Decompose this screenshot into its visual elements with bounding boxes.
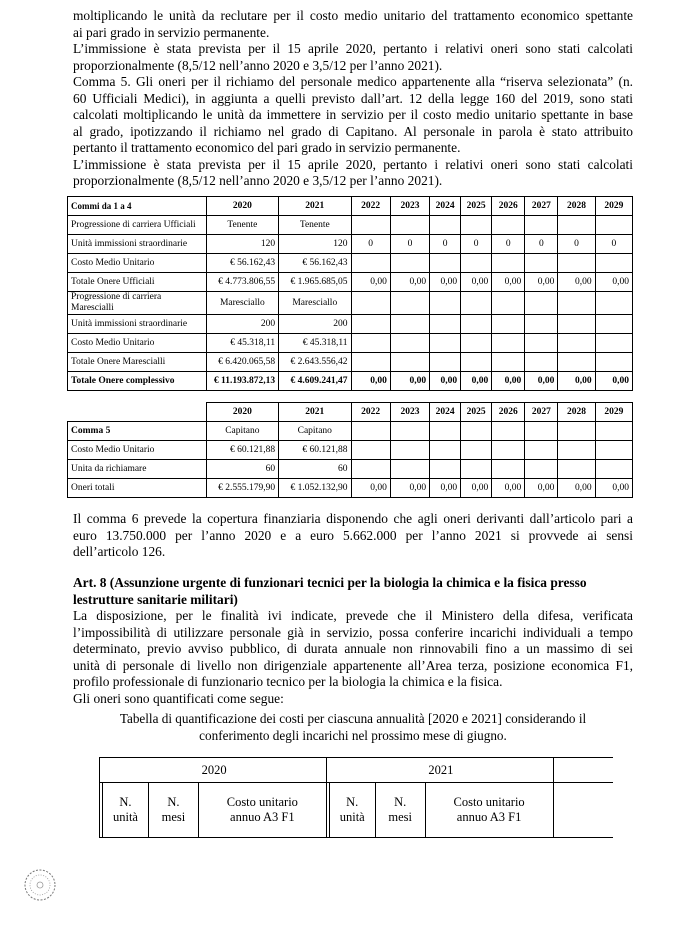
table-cell: [595, 216, 632, 235]
table-cell: [558, 422, 595, 441]
table-cell: 200: [279, 315, 351, 334]
caption-line: conferimento degli incarichi nel prossimo mese di giugno.: [199, 728, 507, 743]
table-cell: [351, 292, 390, 315]
table-cell: [351, 460, 390, 479]
table-cell: [558, 353, 595, 372]
table-cell: 120: [206, 235, 278, 254]
table-cell: [525, 292, 558, 315]
row-label: Unita da richiamare: [68, 460, 207, 479]
text-line: calcolati moltiplicando le unità da immettere in servizio per il costo medio unitario spettante in base: [73, 107, 633, 122]
table-header-cell: 2025: [461, 197, 492, 216]
table-header-cell: 2025: [461, 403, 492, 422]
table-cell: € 2.643.556,42: [279, 353, 351, 372]
table-cell: [461, 353, 492, 372]
table-cell: Maresciallo: [206, 292, 278, 315]
table-cell: [351, 334, 390, 353]
table-header-cell: [68, 403, 207, 422]
text-line: proporzionalmente (8,5/12 nell’anno 2020 e 3,5/12 per l’anno 2021).: [73, 57, 443, 73]
art-8-body: [73, 608, 633, 707]
table-cell: € 45.318,11: [279, 334, 351, 353]
table-header-cell: 2029: [595, 403, 632, 422]
table-cell: [461, 315, 492, 334]
table-cell: [430, 315, 461, 334]
text-line: Comma 5. Gli oneri per il richiamo del personale medico appartenente alla “riserva selezionata” (n.: [73, 74, 633, 89]
text-line: 60 Ufficiali Medici), in aggiunta a quelli previsto dall’art. 12 della legge 160 del 2019, sono stati: [73, 90, 633, 106]
table-cell: [558, 460, 595, 479]
row-label: Costo Medio Unitario: [68, 441, 207, 460]
row-label: Costo Medio Unitario: [68, 254, 207, 273]
table-cell: [492, 254, 525, 273]
table-row: [68, 372, 633, 391]
table-cell: 0,00: [461, 479, 492, 498]
table-row: [68, 254, 633, 273]
table-cell: 0,00: [525, 372, 558, 391]
table-quantificazione: [99, 757, 613, 838]
table-cell: [351, 315, 390, 334]
table-header-cell: 2027: [525, 197, 558, 216]
table-header-cell: 2020: [206, 403, 278, 422]
table-cell: [595, 315, 632, 334]
row-label: Progressione di carriera Marescialli: [68, 292, 207, 315]
table-row: [68, 216, 633, 235]
table-cell: 0: [351, 235, 390, 254]
table-cell: [595, 353, 632, 372]
table-cell: [390, 334, 429, 353]
table-cell: € 60.121,88: [206, 441, 278, 460]
table-header-cell: 2021: [279, 197, 351, 216]
table-cell: € 45.318,11: [206, 334, 278, 353]
table-cell: 0: [595, 235, 632, 254]
table-cell: [430, 422, 461, 441]
table-row: [68, 292, 633, 315]
table-cell: [351, 422, 390, 441]
table-cell: [558, 315, 595, 334]
table-cell: 0,00: [525, 273, 558, 292]
table-cell: [525, 353, 558, 372]
table-cell: [390, 441, 429, 460]
text-line: Gli oneri sono quantificati come segue:: [73, 690, 284, 706]
table-header-cell: 2022: [351, 197, 390, 216]
table-cell: [595, 292, 632, 315]
table-cell: 0,00: [351, 372, 390, 391]
table-row: [68, 422, 633, 441]
table-cell: [461, 216, 492, 235]
table-cell: 120: [279, 235, 351, 254]
table-header-cell: 2027: [525, 403, 558, 422]
t3-year-2020: 2020: [102, 758, 326, 783]
table-header-cell: 2024: [430, 197, 461, 216]
table-cell: 0,00: [492, 372, 525, 391]
table-cell: 0: [525, 235, 558, 254]
table-commi-1-4: [67, 196, 633, 391]
table-header-cell: 2026: [492, 197, 525, 216]
table-cell: 0,00: [558, 372, 595, 391]
t3-units-b: N. unità: [329, 783, 375, 838]
table-cell: [558, 292, 595, 315]
table-header-cell: 2022: [351, 403, 390, 422]
table-cell: [595, 422, 632, 441]
table-cell: € 4.773.806,55: [206, 273, 278, 292]
table-cell: 0,00: [351, 479, 390, 498]
table-cell: 0,00: [390, 372, 429, 391]
table-header-cell: 2021: [279, 403, 351, 422]
text-line: ai pari grado in servizio permanente.: [73, 24, 270, 40]
t3-cost-a: Costo unitario annuo A3 F1: [198, 783, 326, 838]
t3-year-2021: 2021: [329, 758, 553, 783]
table-cell: 0,00: [390, 479, 429, 498]
table-cell: Capitano: [206, 422, 278, 441]
table-cell: [430, 334, 461, 353]
table-cell: Capitano: [279, 422, 351, 441]
row-label: Progressione di carriera Ufficiali: [68, 216, 207, 235]
table-cell: 60: [206, 460, 278, 479]
t3-months-a: N. mesi: [148, 783, 198, 838]
text-line: L’immissione è stata prevista per il 15 aprile 2020, pertanto i relativi oneri sono stati calcolati: [73, 156, 633, 172]
table-row: [68, 460, 633, 479]
table-cell: [430, 460, 461, 479]
table-cell: 0,00: [525, 479, 558, 498]
table-cell: [525, 441, 558, 460]
text-line: Il comma 6 prevede la copertura finanziaria disponendo che agli oneri derivanti dall’articolo pari a: [73, 511, 633, 526]
table-cell: [461, 422, 492, 441]
table-cell: [461, 441, 492, 460]
row-label: Oneri totali: [68, 479, 207, 498]
row-label: Unità immissioni straordinarie: [68, 315, 207, 334]
table-header-cell: 2028: [558, 403, 595, 422]
t3-cost-b: Costo unitario annuo A3 F1: [425, 783, 553, 838]
table-cell: [461, 254, 492, 273]
table-cell: € 2.555.179,90: [206, 479, 278, 498]
table-cell: 0: [558, 235, 595, 254]
row-label: Totale Onere complessivo: [68, 372, 207, 391]
t3-units-a: N. unità: [102, 783, 148, 838]
table-cell: 0,00: [390, 273, 429, 292]
table-cell: € 4.609.241,47: [279, 372, 351, 391]
table-cell: 0: [390, 235, 429, 254]
table-cell: [492, 292, 525, 315]
text-line: l’impossibilità di utilizzare personale già in servizio, possa conferire incarichi individuali a tempo: [73, 624, 633, 640]
table-cell: [492, 216, 525, 235]
table-cell: [390, 460, 429, 479]
table-row: [68, 273, 633, 292]
text-line: L’immissione è stata prevista per il 15 aprile 2020, pertanto i relativi oneri sono stati calcolati: [73, 41, 633, 56]
table-cell: 0,00: [595, 372, 632, 391]
table-header-cell: 2023: [390, 403, 429, 422]
table-cell: 200: [206, 315, 278, 334]
table-cell: [461, 460, 492, 479]
table-cell: 0,00: [430, 372, 461, 391]
table-cell: [492, 334, 525, 353]
table-cell: 0,00: [558, 479, 595, 498]
row-label: Unità immissioni straordinarie: [68, 235, 207, 254]
table-cell: [351, 216, 390, 235]
table-cell: [595, 254, 632, 273]
text-line: proporzionalmente (8,5/12 nell’anno 2020 e 3,5/12 per l’anno 2021).: [73, 173, 443, 188]
table-cell: € 1.052.132,90: [279, 479, 351, 498]
text-line: unità di personale di livello non dirigenziale appartenente all’Area terza, posizione economica F1,: [73, 657, 633, 673]
table-cell: [390, 353, 429, 372]
caption-line: Tabella di quantificazione dei costi per ciascuna annualità [2020 e 2021] considerando il: [119, 711, 587, 726]
table-header-cell: 2023: [390, 197, 429, 216]
table-cell: 0,00: [595, 479, 632, 498]
table-cell: [461, 292, 492, 315]
row-label: Totale Onere Ufficiali: [68, 273, 207, 292]
table-cell: [390, 422, 429, 441]
table-cell: [595, 334, 632, 353]
table-cell: Tenente: [206, 216, 278, 235]
table-cell: 0,00: [430, 479, 461, 498]
row-label: Costo Medio Unitario: [68, 334, 207, 353]
text-line: determinato, previo avviso pubblico, di durata annuale non rinnovabili fino a un massimo di sei: [73, 641, 633, 656]
row-label: Totale Onere Marescialli: [68, 353, 207, 372]
t3-months-b: N. mesi: [375, 783, 425, 838]
table-cell: [525, 216, 558, 235]
stamp-seal-icon: [22, 868, 58, 902]
table-header-cell: 2020: [206, 197, 278, 216]
table-cell: [558, 441, 595, 460]
table-header-cell: 2024: [430, 403, 461, 422]
table-cell: [525, 422, 558, 441]
table-row: [68, 479, 633, 498]
table-row: [68, 441, 633, 460]
table-cell: [558, 334, 595, 353]
text-line: dell’articolo 126.: [73, 544, 166, 559]
table-cell: 0,00: [461, 372, 492, 391]
table-cell: 0,00: [351, 273, 390, 292]
table-row: [68, 235, 633, 254]
table-cell: 0: [492, 235, 525, 254]
table-cell: Tenente: [279, 216, 351, 235]
row-label: Comma 5: [68, 422, 207, 441]
table-cell: 60: [279, 460, 351, 479]
table-cell: 0: [461, 235, 492, 254]
table-cell: € 6.420.065,58: [206, 353, 278, 372]
table-header-cell: 2029: [595, 197, 632, 216]
table-cell: 0: [430, 235, 461, 254]
table-cell: Maresciallo: [279, 292, 351, 315]
table-cell: [351, 353, 390, 372]
table-cell: [351, 254, 390, 273]
table-cell: [492, 353, 525, 372]
table-cell: € 56.162,43: [279, 254, 351, 273]
table-cell: 0,00: [595, 273, 632, 292]
table-cell: [351, 441, 390, 460]
table-cell: [492, 422, 525, 441]
table-cell: € 11.193.872,13: [206, 372, 278, 391]
table-cell: [461, 334, 492, 353]
table-cell: [525, 334, 558, 353]
text-line: pertanto il trattamento economico del pari grado in servizio permanente.: [73, 140, 461, 155]
table-cell: [525, 315, 558, 334]
text-line: strutture sanitarie militari): [82, 591, 238, 607]
table-cell: [525, 254, 558, 273]
table-comma-5: [67, 402, 633, 498]
table-row: [68, 353, 633, 372]
art-8-heading: [73, 575, 633, 608]
text-line: al grado, ipotizzando il richiamo nel grado di Capitano. Al personale in parola è stato attribuito: [73, 123, 633, 139]
table-cell: [558, 216, 595, 235]
table-cell: € 60.121,88: [279, 441, 351, 460]
table-cell: 0,00: [430, 273, 461, 292]
text-line: euro 13.750.000 per l’anno 2020 e a euro 5.662.000 per l’anno 2021 si provvede ai sensi: [73, 527, 633, 543]
table-cell: [595, 460, 632, 479]
table-cell: [430, 441, 461, 460]
table-cell: [390, 254, 429, 273]
table-cell: [390, 315, 429, 334]
table-cell: [430, 216, 461, 235]
intro-paragraphs: [73, 8, 633, 190]
table-header-cell: 2026: [492, 403, 525, 422]
table-3-caption: [73, 710, 633, 744]
table-cell: [492, 441, 525, 460]
comma-6-paragraph: [73, 511, 633, 561]
table-cell: 0,00: [492, 479, 525, 498]
table-cell: [525, 460, 558, 479]
table-row: [68, 334, 633, 353]
text-line: profilo professionale di funzionario tecnico per la biologia la chimica e la fisica.: [73, 674, 503, 689]
table-cell: [390, 216, 429, 235]
table-cell: 0,00: [558, 273, 595, 292]
table-header-cell: Commi da 1 a 4: [68, 197, 207, 216]
table-cell: [430, 254, 461, 273]
text-line: Art. 8 (Assunzione urgente di funzionari tecnici per la biologia la chimica e la fisica presso le: [73, 575, 587, 607]
table-cell: [430, 353, 461, 372]
table-cell: [430, 292, 461, 315]
table-cell: 0,00: [492, 273, 525, 292]
table-cell: [558, 254, 595, 273]
table-cell: [390, 292, 429, 315]
table-cell: 0,00: [461, 273, 492, 292]
table-header-cell: 2028: [558, 197, 595, 216]
table-cell: [595, 441, 632, 460]
table-cell: € 1.965.685,05: [279, 273, 351, 292]
table-cell: € 56.162,43: [206, 254, 278, 273]
table-cell: [492, 460, 525, 479]
text-line: La disposizione, per le finalità ivi indicate, prevede che il Ministero della difesa, verificata: [73, 608, 633, 623]
text-line: moltiplicando le unità da reclutare per il costo medio unitario del trattamento economico spettante: [73, 8, 633, 23]
table-cell: [492, 315, 525, 334]
table-row: [68, 315, 633, 334]
